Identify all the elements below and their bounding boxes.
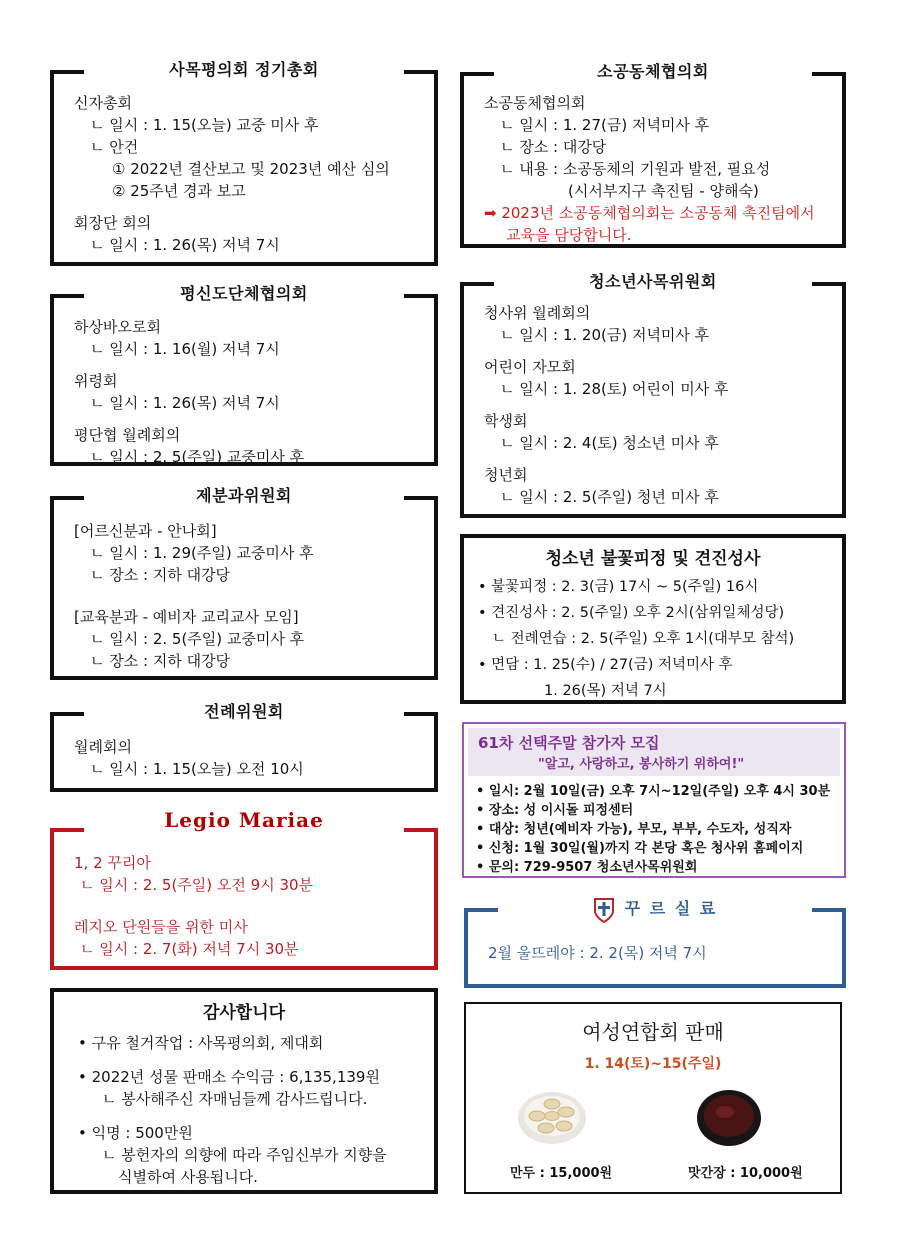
sale-title: 여성연합회 판매 [582,1020,724,1044]
text-line: • 장소: 성 이시돌 피정센터 [464,801,844,820]
text-line: • 2022년 성물 판매소 수익금 : 6,135,139원 [78,1066,426,1088]
text-line: 어린이 자모회 [484,358,576,376]
text-line: 신자총회 [74,94,132,112]
text-line: ① 2022년 결산보고 및 2023년 예산 심의 [112,160,390,178]
jeonrye-committee-box [50,702,438,792]
text-line: ㄴ 일시 : 1. 28(토) 어린이 미사 후 [500,380,729,398]
text-line: (시서부지구 촉진팀 - 양해숙) [568,182,759,200]
sale-date: 1. 14(토)~15(주일) [584,1056,722,1072]
text-line: ㄴ 일시 : 1. 27(금) 저녁미사 후 [500,116,710,134]
pyeongsin-council-title: 평신도단체협의회 [180,284,308,303]
weekend-subtitle: "알고, 사랑하고, 봉사하기 위하여!" [538,757,745,772]
text-line: 하상바오로회 [74,318,161,336]
text-line: 학생회 [484,412,528,430]
weekend-title: 61차 선택주말 참가자 모집 [478,734,660,752]
notice-line: ➡ 2023년 소공동체협의회는 소공동체 촉진팀에서 [484,204,815,222]
text-line: ㄴ 일시 : 2. 5(주일) 오전 9시 30분 [80,876,314,894]
text-line: 2월 울뜨레야 : 2. 2(목) 저녁 7시 [488,944,707,962]
text-line: • 문의: 729-9507 청소년사목위원회 [464,858,844,877]
text-line: 청년회 [484,466,528,484]
selection-weekend-box [462,722,846,878]
jebun-committee-box [50,486,438,680]
youth-committee-box [460,272,846,518]
text-line: ㄴ 일시 : 1. 15(오늘) 교중 미사 후 [90,116,319,134]
pyeongsin-council-box [50,284,438,466]
text-line: [어르신분과 - 안나회] [74,522,217,540]
text-line: • 익명 : 500만원 [78,1122,426,1144]
text-line: • 면담 : 1. 25(수) / 27(금) 저녁미사 후 [478,652,836,678]
legio-mariae-title: Legio Mariae [164,808,324,832]
text-line: • 구유 철거작업 : 사목평의회, 제대회 [78,1032,426,1054]
text-line: ㄴ 봉사해주신 자매님들께 감사드립니다. [102,1090,368,1108]
text-line: ㄴ 일시 : 2. 5(주일) 교중미사 후 [90,630,305,648]
text-line: ㄴ 일시 : 1. 26(목) 저녁 7시 [90,394,280,412]
text-line: [교육분과 - 예비자 교리교사 모임] [74,608,299,626]
notice-line: 교육을 담당합니다. [506,226,632,244]
text-line: ㄴ 일시 : 2. 7(화) 저녁 7시 30분 [80,940,299,958]
arrow-right-icon: ➡ [484,204,502,222]
soy-sauce-bowl-image [694,1082,764,1148]
text-line: ㄴ 장소 : 지하 대강당 [90,566,231,584]
text-line: • 불꽃피정 : 2. 3(금) 17시 ~ 5(주일) 16시 [478,574,836,600]
text-line: 식별하여 사용됩니다. [118,1168,258,1186]
thanks-box [50,988,438,1194]
samok-council-title: 사목평의회 정기총회 [169,60,319,79]
text-line: ㄴ 일시 : 2. 4(토) 청소년 미사 후 [500,434,719,452]
confirmation-box [460,534,846,704]
text-line: ㄴ 안건 [90,138,139,156]
text-line: ㄴ 장소 : 지하 대강당 [90,652,231,670]
jeonrye-committee-title: 전례위원회 [204,702,284,721]
sogong-council-title: 소공동체협의회 [597,62,709,81]
text-line: • 대상: 청년(예비자 가능), 부모, 부부, 수도자, 성직자 [464,820,844,839]
text-line: 1, 2 꾸리아 [74,854,151,872]
text-line: 레지오 단원들을 위한 미사 [74,918,248,936]
text-line: ㄴ 일시 : 1. 15(오늘) 오전 10시 [90,760,304,778]
text-line: 월례회의 [74,738,132,756]
cursillo-shield-icon [593,897,615,923]
womens-sale-box [464,1002,842,1194]
text-line: ㄴ 전례연습 : 2. 5(주일) 오후 1시(대부모 참석) [492,631,795,647]
jebun-committee-title: 제분과위원회 [196,486,292,505]
cursillo-box [464,899,846,988]
confirmation-title: 청소년 불꽃피정 및 견진성사 [545,549,761,569]
youth-committee-title: 청소년사목위원회 [589,272,717,291]
text-line: ㄴ 일시 : 2. 5(주일) 교중미사 후 [90,448,305,466]
text-line: • 일시: 2월 10일(금) 오후 7시~12일(주일) 오후 4시 30분 [464,782,844,801]
sogong-council-box [460,62,846,248]
legio-mariae-box [50,808,438,970]
cursillo-title: 꾸 르 실 료 [624,899,718,918]
samok-council-box [50,60,438,266]
text-line: ㄴ 내용 : 소공동체의 기원과 발전, 필요성 [500,160,771,178]
text-line: ㄴ 일시 : 1. 20(금) 저녁미사 후 [500,326,710,344]
text-line: 회장단 회의 [74,214,152,232]
text-line: ㄴ 장소 : 대강당 [500,138,607,156]
text-line: ㄴ 일시 : 1. 29(주일) 교중미사 후 [90,544,314,562]
text-line: ㄴ 봉헌자의 의향에 따라 주임신부가 지향을 [102,1146,387,1164]
text-line: ② 25주년 경과 보고 [112,182,246,200]
dumpling-plate-image [516,1086,588,1146]
text-line: • 신청: 1월 30일(월)까지 각 본당 혹은 청사위 홈페이지 [464,839,844,858]
text-line: 평단협 월례회의 [74,426,181,444]
text-line: ㄴ 일시 : 1. 26(목) 저녁 7시 [90,236,280,254]
dumpling-price: 만두 : 15,000원 [510,1166,613,1181]
text-line: • 견진성사 : 2. 5(주일) 오후 2시(삼위일체성당) [478,600,836,626]
text-line: 소공동체협의회 [484,94,586,112]
thanks-title: 감사합니다 [202,1003,286,1023]
soy-sauce-price: 맛간장 : 10,000원 [688,1166,803,1181]
text-line: ㄴ 일시 : 2. 5(주일) 청년 미사 후 [500,488,719,506]
text-line: ㄴ 일시 : 1. 16(월) 저녁 7시 [90,340,280,358]
text-line: 위령회 [74,372,118,390]
text-line: 1. 26(목) 저녁 7시 [544,683,667,699]
text-line: 청사위 월례회의 [484,304,591,322]
